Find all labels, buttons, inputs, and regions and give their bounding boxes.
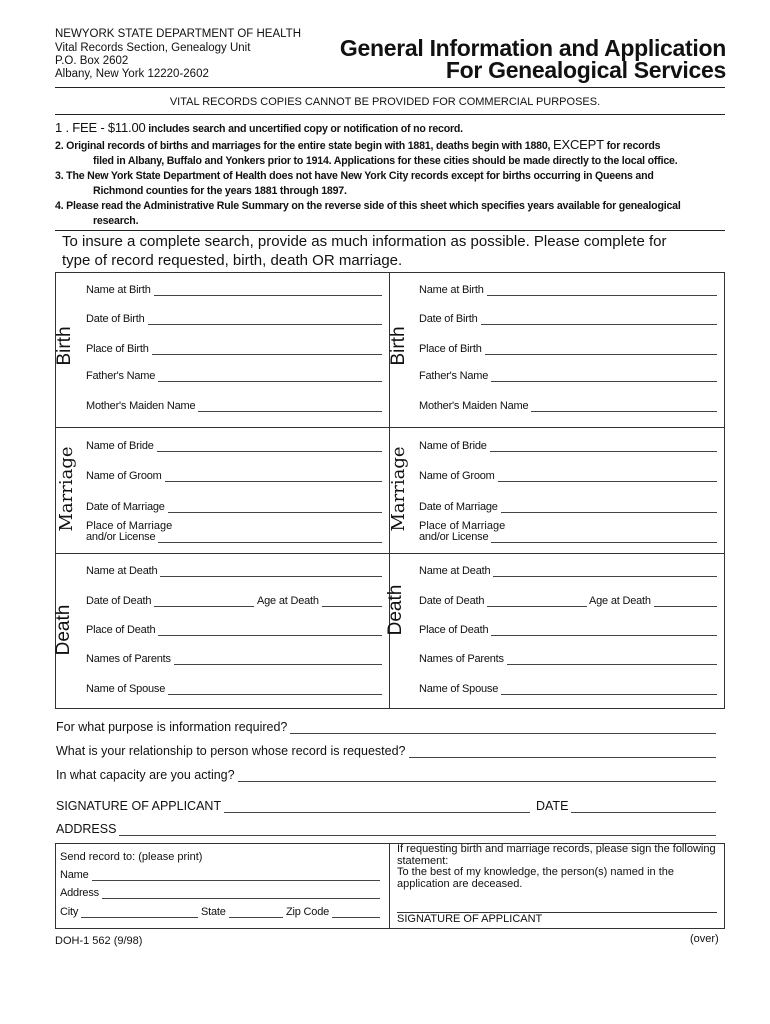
input-line[interactable] bbox=[493, 567, 717, 577]
bottom-box-left bbox=[55, 843, 56, 929]
grid-marriage-bottom bbox=[55, 553, 725, 554]
field-label: Place of Birth bbox=[419, 343, 482, 355]
deceased-statement bbox=[397, 844, 717, 890]
input-line[interactable] bbox=[81, 908, 198, 918]
intro-line1: To insure a complete search, provide as much information as possible. Please complete for bbox=[62, 233, 667, 250]
input-line[interactable] bbox=[487, 597, 587, 607]
bottom-box-bottom bbox=[55, 928, 725, 929]
field-label: Mother's Maiden Name bbox=[86, 400, 196, 412]
input-line[interactable] bbox=[154, 286, 382, 296]
header-rule bbox=[55, 87, 725, 88]
field-label: Place of Death bbox=[86, 624, 156, 636]
input-line[interactable] bbox=[322, 597, 382, 607]
input-line[interactable] bbox=[290, 723, 716, 734]
field-label: Age at Death bbox=[257, 595, 319, 607]
field-label: Name at Birth bbox=[419, 284, 484, 296]
send-address-field[interactable] bbox=[60, 887, 380, 899]
statement-signature-label: SIGNATURE OF APPLICANT bbox=[397, 913, 543, 925]
field-label: Date of Death bbox=[86, 595, 152, 607]
send-name-field[interactable] bbox=[60, 869, 380, 881]
field-label: Date of Marriage bbox=[86, 501, 165, 513]
death-age-field[interactable] bbox=[257, 595, 382, 607]
input-line[interactable] bbox=[224, 802, 530, 813]
input-line[interactable] bbox=[491, 626, 717, 636]
field-label: Name of Spouse bbox=[86, 683, 166, 695]
parents-names-field[interactable] bbox=[86, 653, 382, 665]
field-label: Mother's Maiden Name bbox=[419, 400, 529, 412]
input-line[interactable] bbox=[198, 402, 382, 412]
field-label: Name bbox=[60, 869, 89, 881]
death-age-field-2[interactable] bbox=[589, 595, 717, 607]
death-date-field[interactable] bbox=[86, 595, 254, 607]
intro-line2: type of record requested, birth, death OR marriage. bbox=[62, 252, 403, 269]
field-label: Date of Birth bbox=[86, 313, 145, 325]
father-name-field[interactable] bbox=[86, 370, 382, 382]
input-line[interactable] bbox=[92, 871, 380, 881]
input-line[interactable] bbox=[168, 685, 382, 695]
death-place-field-2[interactable] bbox=[419, 624, 717, 636]
father-name-field-2[interactable] bbox=[419, 370, 717, 382]
input-line[interactable] bbox=[102, 889, 380, 899]
input-line[interactable] bbox=[498, 472, 717, 482]
field-label: Zip Code bbox=[286, 906, 330, 918]
input-line[interactable] bbox=[571, 802, 716, 813]
marriage-place-field[interactable] bbox=[86, 531, 382, 543]
marriage-place-field-2[interactable] bbox=[419, 531, 717, 543]
send-zip-field[interactable] bbox=[286, 906, 380, 918]
field-label: Names of Parents bbox=[419, 653, 504, 665]
field-label: Name at Death bbox=[86, 565, 158, 577]
input-line[interactable] bbox=[160, 567, 382, 577]
input-line[interactable] bbox=[158, 372, 382, 382]
birth-date-field-2[interactable] bbox=[419, 313, 717, 325]
fee-text: 1 . FEE - $11.00 bbox=[55, 120, 146, 135]
agency-name: NEWYORK STATE DEPARTMENT OF HEALTH bbox=[55, 28, 301, 40]
notice-rule bbox=[55, 114, 725, 115]
input-line[interactable] bbox=[154, 597, 254, 607]
input-line[interactable] bbox=[152, 345, 382, 355]
input-line[interactable] bbox=[507, 655, 717, 665]
agency-unit: Vital Records Section, Genealogy Unit bbox=[55, 42, 251, 54]
marriage-place-label-2: Place of Marriage bbox=[419, 520, 506, 532]
purpose-field[interactable] bbox=[56, 720, 716, 734]
statement-line: statement: bbox=[397, 854, 449, 867]
grid-birth-bottom bbox=[55, 427, 725, 428]
marriage-date-field[interactable] bbox=[86, 501, 382, 513]
marriage-place-label: Place of Marriage bbox=[86, 520, 173, 532]
death-name-field[interactable] bbox=[86, 565, 382, 577]
relationship-field[interactable] bbox=[56, 744, 716, 758]
send-state-field[interactable] bbox=[201, 906, 283, 918]
birth-date-field[interactable] bbox=[86, 313, 382, 325]
instruction-4-cont: research. bbox=[93, 215, 139, 227]
field-label: Date of Death bbox=[419, 595, 485, 607]
form-id: DOH-1 562 (9/98) bbox=[55, 935, 143, 947]
field-label: Name of Bride bbox=[86, 440, 154, 452]
statement-line: application are deceased. bbox=[397, 877, 523, 890]
mother-maiden-name-field-2[interactable] bbox=[419, 400, 717, 412]
field-label: Names of Parents bbox=[86, 653, 171, 665]
groom-name-field-2[interactable] bbox=[419, 470, 717, 482]
birth-name-field[interactable] bbox=[86, 284, 382, 296]
field-label: For what purpose is information required? bbox=[56, 720, 288, 734]
field-label: and/or License bbox=[419, 531, 489, 543]
field-label: Name of Groom bbox=[419, 470, 495, 482]
instruction-4: 4. Please read the Administrative Rule Summary on the reverse side of this sheet which specifies years available for genealogical bbox=[55, 200, 681, 212]
fee-description: includes search and uncertified copy or notification of no record. bbox=[145, 123, 463, 135]
input-line[interactable] bbox=[119, 825, 716, 836]
birth-label-right: Birth bbox=[388, 326, 409, 366]
field-label: Name at Birth bbox=[86, 284, 151, 296]
agency-pobox: P.O. Box 2602 bbox=[55, 55, 129, 67]
input-line[interactable] bbox=[491, 372, 717, 382]
input-line[interactable] bbox=[157, 442, 382, 452]
input-line[interactable] bbox=[501, 685, 717, 695]
mother-maiden-name-field[interactable] bbox=[86, 400, 382, 412]
input-line[interactable] bbox=[229, 908, 283, 918]
instruction-3-cont: Richmond counties for the years 1881 through 1897. bbox=[93, 185, 347, 197]
form-title-line1: General Information and Application bbox=[339, 35, 726, 61]
parents-names-field-2[interactable] bbox=[419, 653, 717, 665]
commercial-notice: VITAL RECORDS COPIES CANNOT BE PROVIDED FOR COMMERCIAL PURPOSES. bbox=[169, 96, 601, 108]
input-line[interactable] bbox=[158, 626, 382, 636]
instruction-2 bbox=[55, 137, 735, 154]
form-title-line2: For Genealogical Services bbox=[445, 57, 726, 83]
field-label: Father's Name bbox=[419, 370, 489, 382]
field-label: Name of Bride bbox=[419, 440, 487, 452]
field-label: Address bbox=[60, 887, 99, 899]
statement-line: If requesting birth and marriage records, please sign the following bbox=[397, 843, 716, 855]
birth-place-field[interactable] bbox=[86, 343, 382, 355]
grid-top bbox=[55, 272, 725, 273]
address-field[interactable] bbox=[56, 822, 716, 836]
input-line[interactable] bbox=[238, 771, 716, 782]
field-label: Age at Death bbox=[589, 595, 651, 607]
instructions-rule bbox=[55, 230, 725, 231]
field-label: Name at Death bbox=[419, 565, 491, 577]
field-label: State bbox=[201, 906, 226, 918]
spouse-name-field[interactable] bbox=[86, 683, 382, 695]
death-name-field-2[interactable] bbox=[419, 565, 717, 577]
field-label: Place of Death bbox=[419, 624, 489, 636]
except-text: EXCEPT bbox=[553, 137, 604, 152]
field-label: Place of Birth bbox=[86, 343, 149, 355]
marriage-label-right: Marriage bbox=[388, 446, 409, 532]
signature-field[interactable] bbox=[56, 799, 530, 813]
input-line[interactable] bbox=[481, 315, 717, 325]
field-label: Name of Groom bbox=[86, 470, 162, 482]
field-label: DATE bbox=[536, 799, 569, 813]
birth-name-field-2[interactable] bbox=[419, 284, 717, 296]
field-label: Name of Spouse bbox=[419, 683, 499, 695]
input-line[interactable] bbox=[531, 402, 717, 412]
marriage-label-left: Marriage bbox=[56, 446, 77, 532]
instruction-2-text: 2. Original records of births and marriages for the entire state begin with 1881, deaths begin with 1880, bbox=[55, 140, 554, 152]
over-note: (over) bbox=[690, 933, 719, 945]
field-label: City bbox=[60, 906, 79, 918]
field-label: Date of Birth bbox=[419, 313, 478, 325]
bride-name-field[interactable] bbox=[86, 440, 382, 452]
birth-place-field-2[interactable] bbox=[419, 343, 717, 355]
grid-right bbox=[724, 272, 725, 709]
death-date-field-2[interactable] bbox=[419, 595, 587, 607]
input-line[interactable] bbox=[158, 533, 382, 543]
birth-label-left: Birth bbox=[54, 326, 75, 366]
input-line[interactable] bbox=[490, 442, 717, 452]
input-line[interactable] bbox=[485, 345, 717, 355]
instruction-3: 3. The New York State Department of Health does not have New York City records except for births occurring in Queens and bbox=[55, 170, 654, 182]
input-line[interactable] bbox=[654, 597, 717, 607]
instruction-2-tail: for records bbox=[603, 140, 661, 152]
input-line[interactable] bbox=[501, 503, 717, 513]
bride-name-field-2[interactable] bbox=[419, 440, 717, 452]
send-to-heading: Send record to: (please print) bbox=[60, 851, 203, 863]
date-field[interactable] bbox=[536, 799, 716, 813]
input-line[interactable] bbox=[332, 908, 380, 918]
marriage-date-field-2[interactable] bbox=[419, 501, 717, 513]
input-line[interactable] bbox=[487, 286, 717, 296]
send-city-field[interactable] bbox=[60, 906, 198, 918]
input-line[interactable] bbox=[148, 315, 382, 325]
grid-bottom bbox=[55, 708, 725, 709]
spouse-name-field-2[interactable] bbox=[419, 683, 717, 695]
death-label-left: Death bbox=[53, 604, 74, 656]
field-label: SIGNATURE OF APPLICANT bbox=[56, 799, 222, 813]
field-label: Father's Name bbox=[86, 370, 156, 382]
field-label: What is your relationship to person whose record is requested? bbox=[56, 744, 406, 758]
field-label: In what capacity are you acting? bbox=[56, 768, 235, 782]
input-line[interactable] bbox=[165, 472, 382, 482]
groom-name-field[interactable] bbox=[86, 470, 382, 482]
instruction-1 bbox=[55, 120, 735, 137]
statement-line: To the best of my knowledge, the person(s) named in the bbox=[397, 866, 674, 878]
agency-city: Albany, New York 12220-2602 bbox=[55, 68, 209, 80]
bottom-box-right bbox=[724, 843, 725, 929]
field-label: Date of Marriage bbox=[419, 501, 498, 513]
input-line[interactable] bbox=[409, 747, 717, 758]
input-line[interactable] bbox=[491, 533, 717, 543]
death-label-right: Death bbox=[385, 584, 406, 636]
input-line[interactable] bbox=[174, 655, 382, 665]
bottom-box-middle bbox=[389, 843, 390, 929]
field-label: ADDRESS bbox=[56, 822, 117, 836]
capacity-field[interactable] bbox=[56, 768, 716, 782]
death-place-field[interactable] bbox=[86, 624, 382, 636]
field-label: and/or License bbox=[86, 531, 156, 543]
instruction-2-cont: filed in Albany, Buffalo and Yonkers prior to 1914. Applications for these cities should be made directly to the local office. bbox=[93, 155, 678, 167]
instructions bbox=[55, 120, 735, 229]
input-line[interactable] bbox=[168, 503, 382, 513]
